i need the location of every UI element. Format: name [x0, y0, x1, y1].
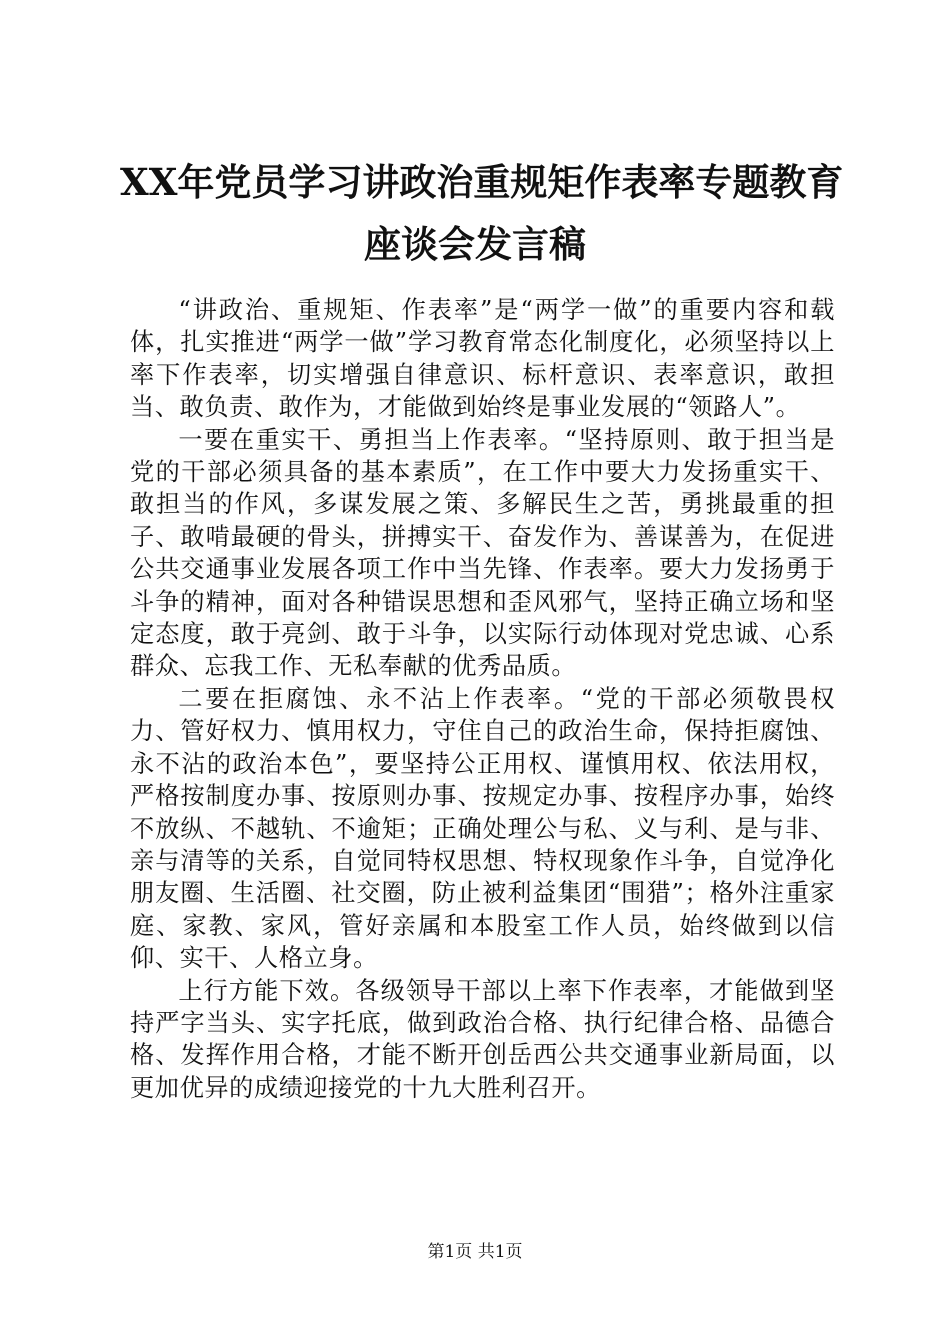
paragraph-intro: “讲政治、重规矩、作表率”是“两学一做”的重要内容和载体，扎实推进“两学一做”学习教育常态化制度化，必须坚持以上率下作表率，切实增强自律意识、标杆意识、表率意识，敢担当、敢负责、敢作为，才能做到始终是事业发展的“领路人”。	[130, 296, 835, 422]
paragraph-point-one: 一要在重实干、勇担当上作表率。“坚持原则、敢于担当是党的干部必须具备的基本素质”，在工作中要大力发扬重实干、敢担当的作风，多谋发展之策、多解民生之苦，勇挑最重的担子、敢啃最硬的骨头，拼搏实干、奋发作为、善谋善为，在促进公共交通事业发展各项工作中当先锋、作表率。要大力发扬勇于斗争的精神，面对各种错误思想和歪风邪气，坚持正确立场和坚定态度，敢于亮剑、敢于斗争，以实际行动体现对党忠诚、心系群众、忘我工作、无私奉献的优秀品质。	[130, 425, 835, 681]
document-title-line-2: 座谈会发言稿	[364, 222, 586, 266]
document-body	[130, 294, 835, 1104]
page-number-footer: 第1页 共1页	[427, 1242, 523, 1262]
paragraph-conclusion: 上行方能下效。各级领导干部以上率下作表率，才能做到坚持严字当头、实字托底，做到政治合格、执行纪律合格、品德合格、发挥作用合格，才能不断开创岳西公共交通事业新局面，以更加优异的成绩迎接党的十九大胜利召开。	[130, 976, 835, 1102]
document-title-line-1: XX年党员学习讲政治重规矩作表率专题教育	[120, 160, 844, 204]
paragraph-point-two: 二要在拒腐蚀、永不沾上作表率。“党的干部必须敬畏权力、管好权力、慎用权力，守住自己的政治生命，保持拒腐蚀、永不沾的政治本色”，要坚持公正用权、谨慎用权、依法用权，严格按制度办事、按原则办事、按规定办事、按程序办事，始终不放纵、不越轨、不逾矩；正确处理公与私、义与利、是与非、亲与清等的关系，自觉同特权思想、特权现象作斗争，自觉净化朋友圈、生活圈、社交圈，防止被利益集团“围猎”；格外注重家庭、家教、家风，管好亲属和本股室工作人员，始终做到以信仰、实干、人格立身。	[130, 684, 835, 973]
